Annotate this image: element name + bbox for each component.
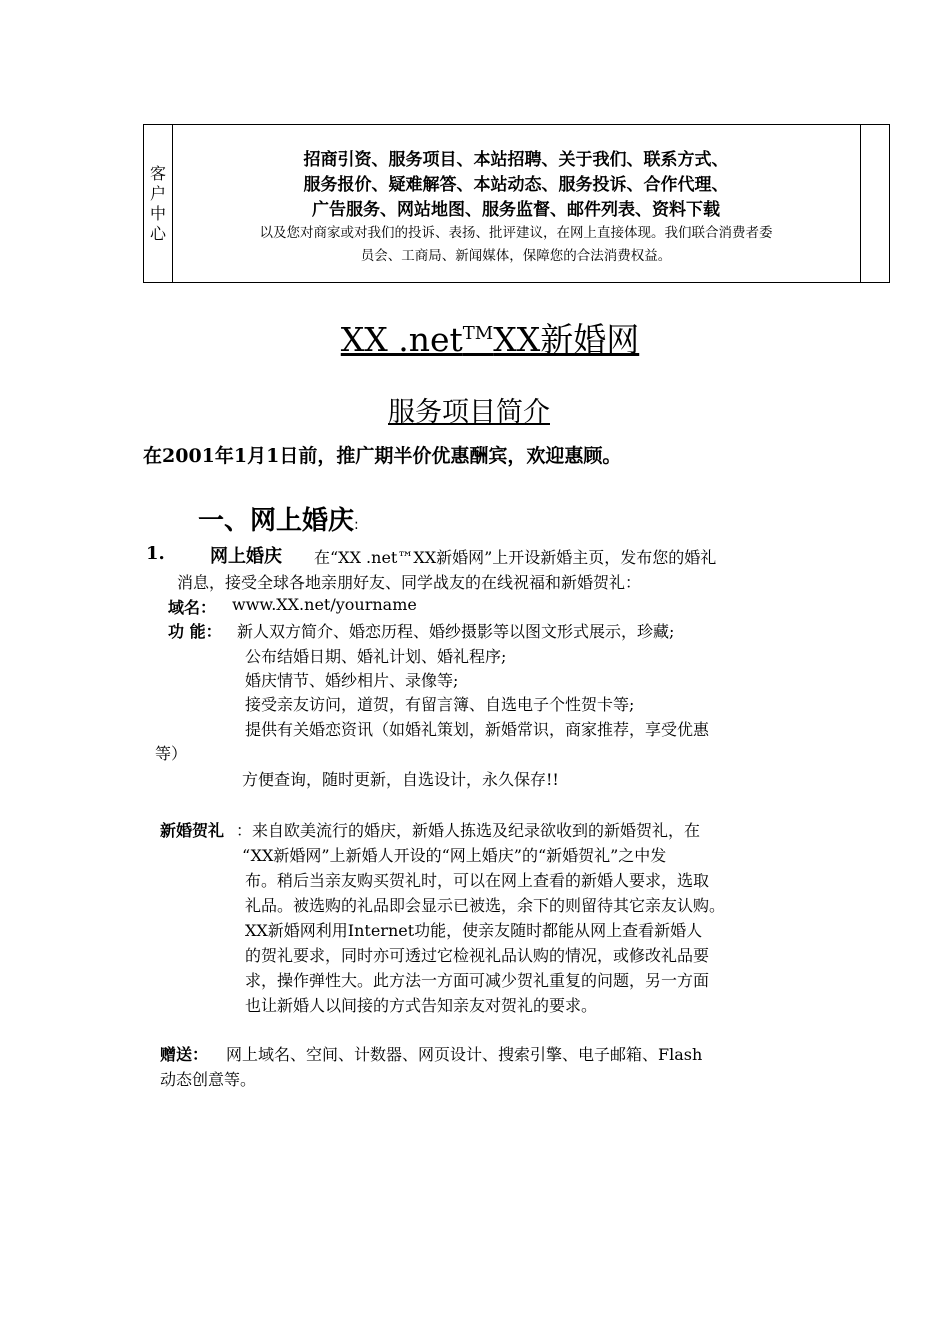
function-line: 新人双方简介、婚恋历程、婚纱摄影等以图文形式展示，珍藏; [237,622,675,641]
menu-line-3[interactable]: 广告服务、网站地图、服务监督、邮件列表、资料下载 [312,200,720,220]
bonus-label: 赠送： [160,1045,209,1064]
trademark-mark: TM [462,323,494,344]
page-title [0,314,950,361]
function-line: 接受亲友访问，道贺，有留言簿、自选电子个性贺卡等; [245,695,635,714]
gift-line: 求，操作弹性大。此方法一方面可减少贺礼重复的问题，另一方面 [245,971,710,990]
customer-center-box [143,124,890,283]
label-char: 户 [149,183,166,203]
gift-line: XX新婚网利用Internet功能，使亲友随时都能从网上查看新婚人 [245,921,703,940]
menu-line-2[interactable]: 服务报价、疑难解答、本站动态、服务投诉、合作代理、 [303,175,729,195]
menu-line-1[interactable]: 招商引资、服务项目、本站招聘、关于我们、联系方式、 [303,150,729,170]
promo-text: 在2001年1月1日前，推广期半价优惠酬宾，欢迎惠顾。 [143,445,622,467]
note-line-1: 以及您对商家或对我们的投诉、表扬、批评建议，在网上直接体现。我们联合消费者委 [259,225,773,241]
domain-value[interactable]: www.XX.net/yourname [232,595,417,614]
function-label: 功 能： [168,622,222,641]
section-heading [198,500,359,537]
function-line: 婚庆情节、婚纱相片、录像等; [245,671,459,690]
domain-label: 域名： [168,598,217,617]
gift-line: 布。稍后当亲友购买贺礼时，可以在网上查看的新婚人要求，选取 [245,871,710,890]
section-heading-text: 一、网上婚庆 [198,506,355,536]
title-prefix: XX .net [340,320,463,359]
label-char: 心 [149,223,166,243]
gift-line: ：来自欧美流行的婚庆，新婚人拣选及纪录欲收到的新婚贺礼，在 [236,821,701,840]
function-line: 等） [155,744,188,763]
gift-line: 的贺礼要求，同时亦可透过它检视礼品认购的情况，或修改礼品要 [245,946,710,965]
gift-line: “XX新婚网”上新婚人开设的“网上婚庆”的“新婚贺礼”之中发 [242,846,667,865]
customer-center-label [144,125,172,282]
item-name: 网上婚庆 [210,546,282,567]
bonus-line-2: 动态创意等。 [160,1070,257,1089]
function-line: 公布结婚日期、婚礼计划、婚礼程序; [245,647,507,666]
gift-line: 也让新婚人以间接的方式告知亲友对贺礼的要求。 [245,996,598,1015]
item-intro-line-2: 消息，接受全球各地亲朋好友、同学战友的在线祝福和新婚贺礼： [177,573,642,592]
item-intro-line-1: 在“XX .net™XX新婚网”上开设新婚主页，发布您的婚礼 [314,548,717,567]
note-line-2: 员会、工商局、新闻媒体，保障您的合法消费权益。 [360,248,672,264]
bonus-line-1: 网上域名、空间、计数器、网页设计、搜索引擎、电子邮箱、Flash [226,1045,703,1064]
item-number: 1. [146,543,165,564]
title-suffix: XX新婚网 [493,320,640,359]
label-char: 中 [149,203,166,223]
section-heading-colon: : [354,517,359,533]
function-line: 方便查询，随时更新，自选设计，永久保存!! [242,770,559,789]
label-char: 客 [149,163,166,183]
page-subtitle: 服务项目简介 [388,397,550,428]
gift-line: 礼品。被选购的礼品即会显示已被选，余下的则留待其它亲友认购。 [245,896,726,915]
gift-label: 新婚贺礼 [160,821,225,840]
function-line: 提供有关婚恋资讯（如婚礼策划，新婚常识，商家推荐，享受优惠 [245,720,710,739]
divider-right [860,125,861,282]
